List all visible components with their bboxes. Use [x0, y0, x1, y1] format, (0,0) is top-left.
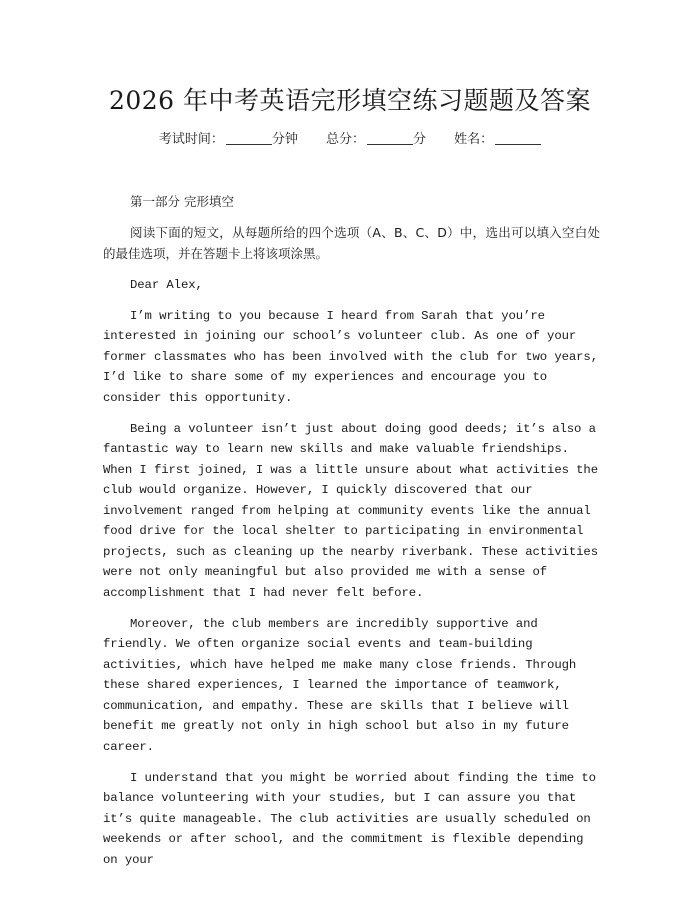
letter-paragraph: Being a volunteer isn’t just about doing good deeds; it’s also a fantastic way to learn new skills and make valuable friendships. When I first joined, I was a little unsure about what activities the club would organize. However, I quickly discovered that our involvement ranged from helping at community events like the annual food drive for the local shelter to participating in environmental projects, such as cleaning up the nearby riverbank. These activities were not only meaningful but also provided me with a sense of accomplishment that I had never felt before. [103, 421, 598, 600]
exam-time-blank [226, 131, 272, 145]
exam-time-label: 考试时间： [158, 132, 224, 147]
exam-info-line [0, 130, 700, 150]
student-name-blank [495, 131, 541, 145]
exam-time-field [159, 130, 298, 150]
letter-paragraph: I’m writing to you because I heard from Sarah that you’re interested in joining our school’s volunteer club. As one of your former classmates who has been involved with the club for two years, I’d like to share some of my experiences and encourage you to consider this opportunity. [103, 308, 598, 405]
letter-paragraph: I understand that you might be worried about finding the time to balance volunteering with your studies, but I can assure you that it’s quite manageable. The club activities are usually scheduled on weekends or after school, and the commitment is flexible depending on your [103, 770, 596, 867]
total-score-blank [367, 131, 413, 145]
letter-paragraph: Moreover, the club members are incredibly supportive and friendly. We often organize social events and team-building activities, which have helped me make many close friends. Through these shared experiences, I learned the importance of teamwork, communication, and empathy. These are skills that I believe will benefit me greatly not only in high school but also in my future career. [103, 616, 577, 754]
document-body [103, 192, 600, 881]
total-score-label: 总分： [325, 132, 365, 147]
exam-time-unit: 分钟 [271, 132, 298, 147]
letter-greeting: Dear Alex, [130, 277, 203, 292]
total-score-field [326, 130, 426, 150]
document-title: 2026 年中考英语完形填空练习题题及答案 [108, 86, 592, 115]
total-score-unit: 分 [413, 132, 427, 147]
student-name-field [454, 130, 541, 150]
instructions-paragraph: 阅读下面的短文，从每题所给的四个选项（A、B、C、D）中，选出可以填入空白处的最佳选项，并在答题卡上将该项涂黑。 [103, 225, 600, 261]
section-heading: 第一部分 完形填空 [130, 194, 234, 209]
student-name-label: 姓名： [454, 132, 494, 147]
